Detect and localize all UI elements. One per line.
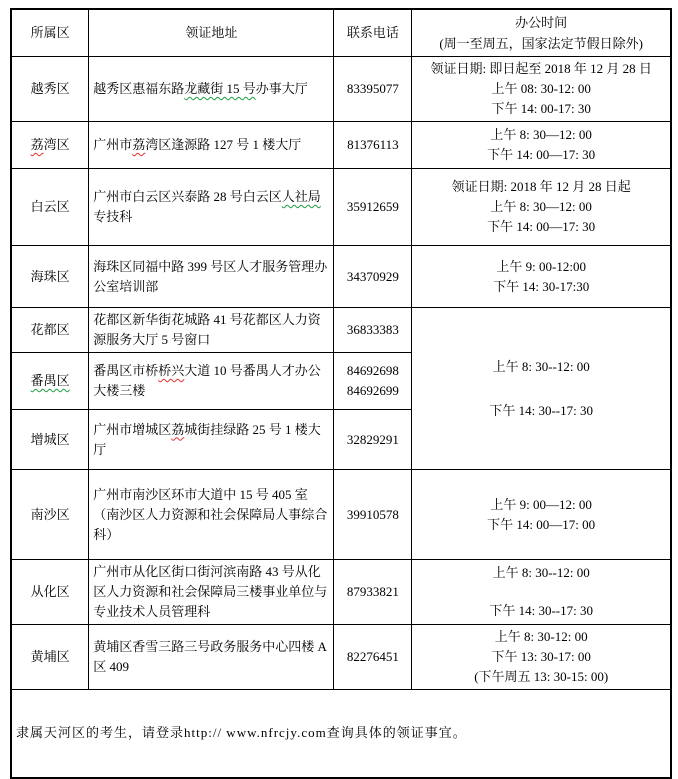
address-cell: 广州市南沙区环市大道中 15 号 405 室（南沙区人力资源和社会保障局人事综合科） [89, 470, 334, 560]
phone-number: 81376113 [347, 137, 399, 152]
table-row-yuexiu [11, 57, 671, 122]
hours-line: 下午 14: 00—17: 00 [487, 516, 596, 532]
hours-line: 上午 08: 30-12: 00 [491, 81, 591, 96]
footer-row [11, 690, 671, 778]
hours-line: 下午 14: 00—17: 30 [487, 219, 596, 234]
table-row-huangpu [11, 625, 671, 690]
district-cell: 从化区 [11, 560, 89, 625]
hours-cell [412, 470, 671, 560]
phone-cell [334, 560, 412, 625]
district-cell: 番禺区 [11, 353, 89, 410]
table-row-baiyun [11, 169, 671, 246]
table-row-conghua [11, 560, 671, 625]
phone-number: 39910578 [346, 506, 399, 522]
address-cell: 花都区新华街花城路 41 号花都区人力资源服务大厅 5 号窗口 [89, 308, 334, 353]
district-cell: 荔湾区 [11, 122, 89, 169]
hours-cell [412, 246, 671, 308]
hours-line: 上午 9: 00—12: 00 [490, 496, 592, 512]
phone-cell [334, 410, 412, 470]
col-header-district: 所属区 [11, 9, 89, 57]
phone-number: 34370929 [346, 268, 399, 284]
district-cell: 增城区 [11, 410, 89, 470]
phone-cell [334, 57, 412, 122]
address-cell: 广州市增城区荔城街挂绿路 25 号 1 楼大厅 [89, 410, 334, 470]
address-cell: 海珠区同福中路 399 号区人才服务管理办公室培训部 [89, 246, 334, 308]
hours-line: 下午 14: 30-17:30 [493, 278, 590, 294]
footer-note: 隶属天河区的考生，请登录http:// www.nfrcjy.com查询具体的领证事宜。 [11, 690, 671, 778]
header-row [11, 9, 671, 57]
col-header-hours [412, 9, 671, 57]
phone-number: 83395077 [346, 81, 399, 96]
phone-cell [334, 470, 412, 560]
hours-header-title: 办公时间 [515, 15, 568, 30]
hours-cell-merged [412, 308, 671, 470]
hours-cell [412, 57, 671, 122]
phone-cell [334, 625, 412, 690]
phone-number: 32829291 [346, 431, 399, 447]
hours-cell [412, 625, 671, 690]
col-header-phone: 联系电话 [334, 9, 412, 57]
phone-number: 82276451 [346, 649, 399, 664]
address-cell: 黄埔区香雪三路三号政务服务中心四楼 A 区 409 [89, 625, 334, 690]
hours-cell [412, 169, 671, 246]
hours-line: 领证日期: 即日起至 2018 年 12 月 28 日 [430, 61, 652, 76]
address-cell: 番禺区市桥桥兴大道 10 号番禺人才办公大楼三楼 [89, 353, 334, 410]
hours-header-note: (周一至周五，国家法定节假日除外) [439, 36, 643, 51]
hours-line: (下午周五 13: 30-15: 00) [474, 669, 609, 684]
hours-line: 下午 14: 00-17: 30 [491, 101, 591, 116]
district-cell: 花都区 [11, 308, 89, 353]
certificate-pickup-table [10, 8, 672, 779]
table-row-liwan [11, 122, 671, 169]
phone-cell [334, 308, 412, 353]
address-cell: 广州市从化区街口街河滨南路 43 号从化区人力资源和社会保障局三楼事业单位与专业技术人员管理科 [89, 560, 334, 625]
hours-line: 上午 8: 30--12: 00 [492, 565, 590, 580]
hours-line: 下午 13: 30-17: 00 [491, 649, 591, 664]
phone-cell [334, 246, 412, 308]
hours-line: 下午 14: 30--17: 30 [489, 402, 593, 418]
phone-number: 84692698 [346, 363, 399, 378]
district-cell: 越秀区 [11, 57, 89, 122]
address-cell: 广州市白云区兴泰路 28 号白云区人社局专技科 [89, 169, 334, 246]
table-row-huadu [11, 308, 671, 353]
phone-number: 35912659 [346, 199, 399, 214]
table-row-nansha [11, 470, 671, 560]
hours-line: 上午 8: 30—12: 00 [490, 127, 592, 142]
district-cell: 白云区 [11, 169, 89, 246]
col-header-address: 领证地址 [89, 9, 334, 57]
table-row-haizhu [11, 246, 671, 308]
hours-line: 领证日期: 2018 年 12 月 28 日起 [451, 179, 631, 194]
phone-cell [334, 353, 412, 410]
address-cell: 广州市荔湾区逢源路 127 号 1 楼大厅 [89, 122, 334, 169]
hours-cell [412, 122, 671, 169]
address-cell: 越秀区惠福东路龙藏街 15 号办事大厅 [89, 57, 334, 122]
phone-number: 87933821 [346, 584, 399, 599]
hours-cell [412, 560, 671, 625]
hours-line: 下午 14: 00—17: 30 [487, 147, 596, 162]
phone-number: 84692699 [346, 383, 399, 398]
district-cell: 海珠区 [11, 246, 89, 308]
hours-line: 上午 8: 30-12: 00 [494, 629, 588, 644]
phone-number: 36833383 [346, 322, 399, 337]
hours-line: 下午 14: 30--17: 30 [489, 603, 593, 618]
hours-line: 上午 8: 30—12: 00 [490, 199, 592, 214]
phone-cell [334, 122, 412, 169]
district-cell: 黄埔区 [11, 625, 89, 690]
hours-line: 上午 9: 00-12:00 [496, 258, 586, 274]
phone-cell [334, 169, 412, 246]
district-cell: 南沙区 [11, 470, 89, 560]
hours-line: 上午 8: 30--12: 00 [492, 358, 590, 374]
